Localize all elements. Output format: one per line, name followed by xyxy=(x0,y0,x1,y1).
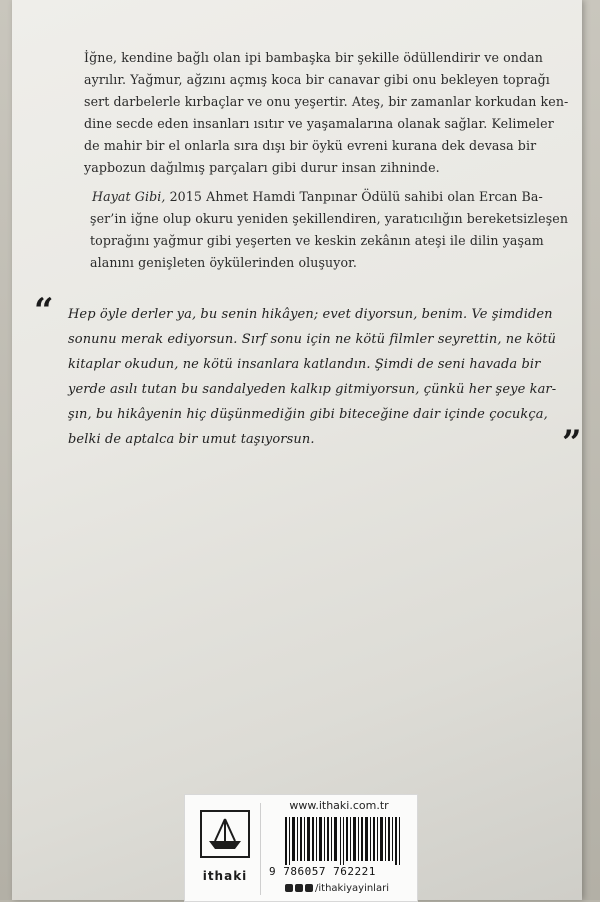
isbn-number: 9 786057 762221 xyxy=(269,865,376,878)
barcode-icon xyxy=(285,817,403,865)
quote-line: belki de aptalca bir umut taşıyorsun. xyxy=(68,432,315,447)
quote-line: Hep öyle derler ya, bu senin hikâyen; evet diyorsun, benim. Ve şimdiden xyxy=(68,307,553,322)
facebook-icon xyxy=(295,884,303,892)
social-handle: /ithakiyayinlari xyxy=(315,883,389,894)
text-line: İğne, kendine bağlı olan ipi bambaşka bir şekille ödüllendirir ve ondan xyxy=(84,50,543,65)
publisher-barcode-sticker xyxy=(184,794,418,902)
sticker-divider xyxy=(260,803,261,895)
quote-line: kitaplar okudun, ne kötü insanlara katlandın. Şimdi de seni havada bir xyxy=(68,357,541,372)
open-quote-mark: “ xyxy=(34,291,54,331)
twitter-icon xyxy=(305,884,313,892)
logo-wordmark: ithaki xyxy=(202,869,248,883)
quote-line: sonunu merak ediyorsun. Sırf sonu için ne kötü filmler seyrettin, ne kötü xyxy=(68,332,556,347)
text-line: toprağını yağmur gibi yeşerten ve keskin zekânın ateşi ile dilin yaşam xyxy=(90,233,544,248)
website-url: www.ithaki.com.tr xyxy=(289,799,389,812)
text-line-rest: 2015 Ahmet Hamdi Tanpınar Ödülü sahibi olan Ercan Ba- xyxy=(165,189,543,204)
text-line: şer’in iğne olup okuru yeniden şekillendiren, yaratıcılığın bereketsizleşen xyxy=(90,211,569,226)
instagram-icon xyxy=(285,884,293,892)
close-quote-mark: ” xyxy=(562,423,582,463)
text-line: dine secde eden insanları ısıtır ve yaşamalarına olanak sağlar. Kelimeler xyxy=(84,116,554,131)
publisher-logo xyxy=(195,807,255,887)
quote-line: şın, bu hikâyenin hiç düşünmediğin gibi biteceğine dair içinde çocukça, xyxy=(68,407,548,422)
text-line: de mahir bir el onlarla sıra dışı bir öykü evreni kurana dek devasa bir xyxy=(84,138,537,153)
text-line: sert darbelerle kırbaçlar ve onu yeşertir. Ateş, bir zamanlar korkudan ken- xyxy=(84,94,569,109)
social-media-line xyxy=(285,883,389,894)
paper-boat-icon xyxy=(195,807,255,867)
quote-line: yerde asılı tutan bu sandalyeden kalkıp gitmiyorsun, çünkü her şeye kar- xyxy=(68,382,557,397)
text-line: ayrılır. Yağmur, ağzını açmış koca bir canavar gibi onu bekleyen toprağı xyxy=(84,72,550,87)
book-title: Hayat Gibi, xyxy=(92,189,166,204)
text-line: alanını genişleten öykülerinden oluşuyor. xyxy=(90,255,357,270)
text-line: yapbozun dağılmış parçaları gibi durur insan zihninde. xyxy=(84,160,440,175)
book-back-cover xyxy=(12,0,582,900)
text-line xyxy=(92,189,543,204)
